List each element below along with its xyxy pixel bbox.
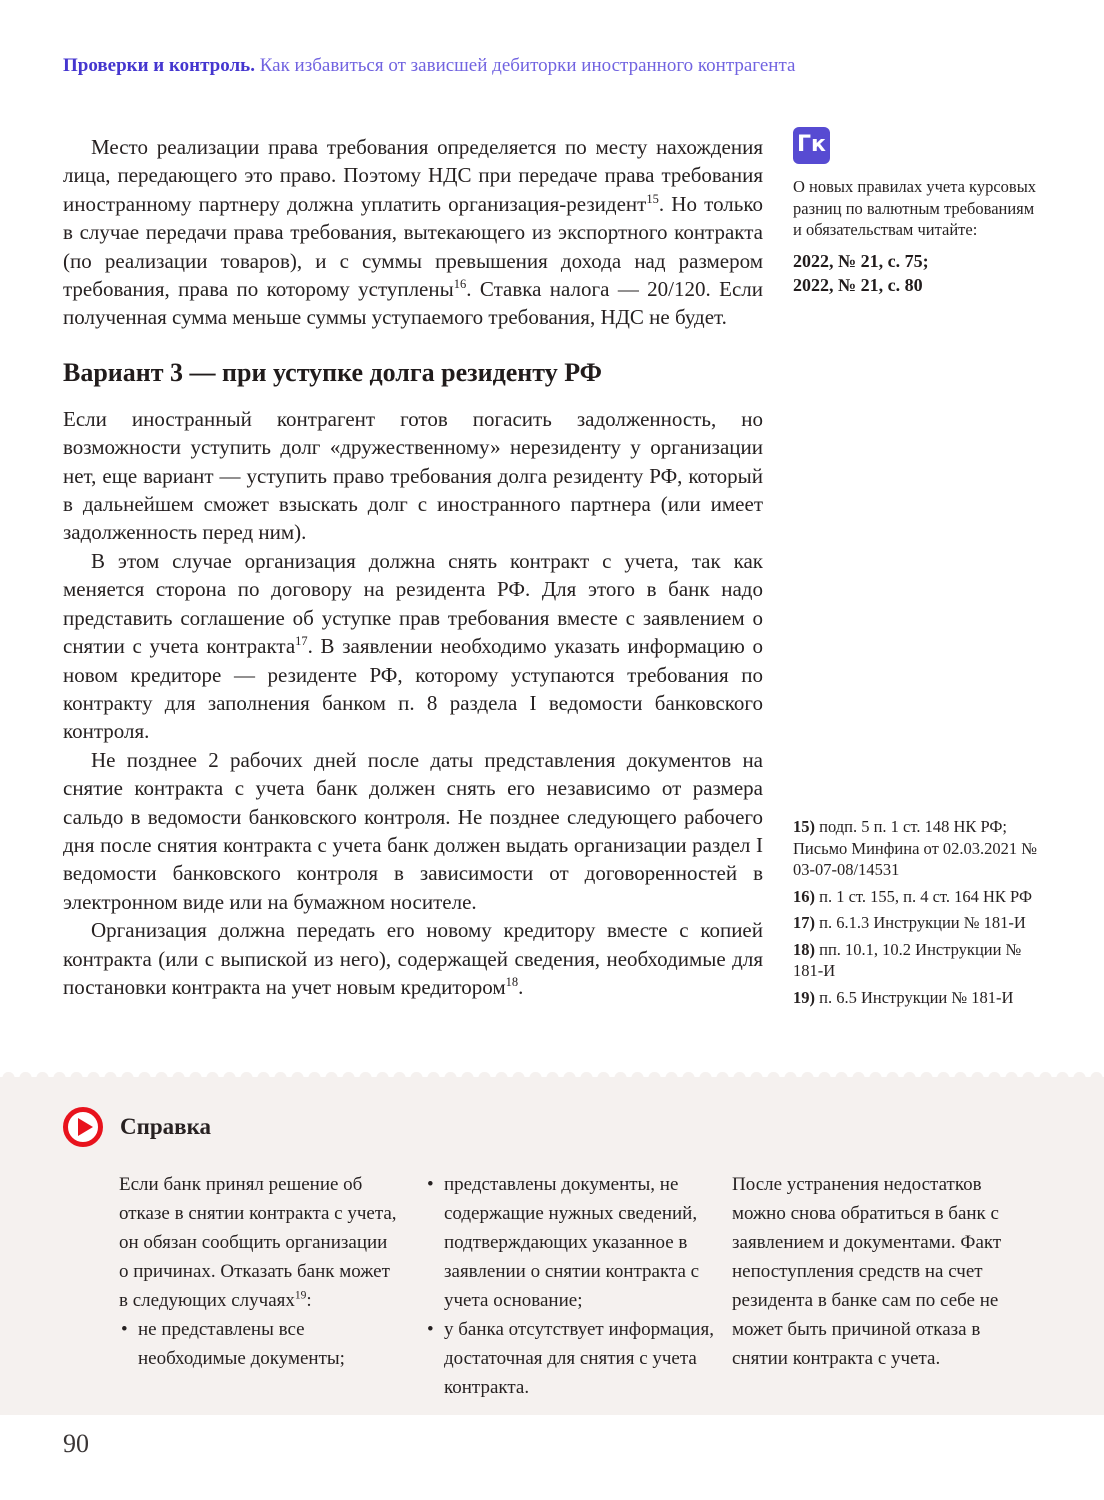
footnote-16 <box>793 886 1045 908</box>
rubric-label: Проверки и контроль. <box>63 55 255 76</box>
gk-magazine-logo-icon <box>793 127 830 164</box>
gk-logo-text: Гк <box>797 132 826 157</box>
sidebar-reference-1: 2022, № 21, с. 75; <box>793 250 929 271</box>
paragraph-5-text: . <box>518 974 524 999</box>
spravka-title: Справка <box>120 1114 211 1139</box>
play-icon <box>63 1107 103 1147</box>
footnote-16-text: п. 1 ст. 155, п. 4 ст. 164 НК РФ <box>819 886 1032 906</box>
footnote-17-number: 17) <box>793 913 815 932</box>
footnote-18-text: пп. 10.1, 10.2 Инструкции № 181-И <box>793 939 1022 980</box>
spravka-col1-text: : <box>306 1290 312 1311</box>
sidebar-note: О новых правилах учета курсовых разниц по валютным требованиям и обязательствам читайте: <box>793 177 1037 239</box>
sidebar <box>793 127 1041 297</box>
footnote-15 <box>793 816 1045 881</box>
paragraph-2: Если иностранный контрагент готов погасить задолженность, но возможности уступить долг «дружественному» нерезиденту у организации нет, еще вариант — уступить право требования долга резиденту РФ, который в дальнейшем сможет взыскать долг с иностранного партнера (или имеет задолженность перед ним). <box>63 406 763 545</box>
paragraph-1-text: Место реализации права требования определяется по месту нахождения лица, передающего это право. Поэтому НДС при передаче права требования иностранному партнеру должна уплатить организация-резидент <box>63 135 763 216</box>
spravka-column-3 <box>732 1170 1024 1373</box>
paragraph-1 <box>63 133 763 332</box>
paragraph-3-text: В этом случае организация должна снять контракт с учета, так как меняется сторона по договору на резидента РФ. Для этого в банк надо представить соглашение об уступке прав требования вместе с заявлением о снятии с учета контракта <box>63 548 763 659</box>
page-number: 90 <box>63 1429 89 1458</box>
paragraph-5 <box>63 916 763 1001</box>
spravka-column-2 <box>425 1170 717 1402</box>
footnote-ref-16: 16 <box>453 277 467 292</box>
sidebar-reference-2: 2022, № 21, с. 80 <box>793 274 923 295</box>
footnote-ref-19: 19 <box>294 1289 307 1302</box>
footnote-16-number: 16) <box>793 886 815 906</box>
footnote-17-text: п. 6.1.3 Инструкции № 181-И <box>819 913 1026 932</box>
footnote-15-number: 15) <box>793 817 815 836</box>
list-item: • представлены документы, не содержащие нужных сведений, подтверждающих указанное в заявлении о снятии контракта с учета основание; <box>425 1170 717 1315</box>
paragraph-1-text: . Ставка налога — 20/120. Если полученная сумма меньше суммы уступаемого требования, НДС не будет. <box>63 277 763 330</box>
paragraph-1-text: . Но только в случае передачи права требования, вытекающего из экспортного контракта (по реализации товаров), и с суммы превышения дохода над размером требования, права по которому уступлены <box>63 191 763 302</box>
paragraph-3 <box>63 547 763 746</box>
list-item: • у банка отсутствует информация, достаточная для снятия с учета контракта. <box>425 1315 717 1402</box>
scalloped-edge <box>0 1072 1104 1078</box>
sidebar-references <box>793 249 1041 297</box>
spravka-col1-text: Если банк принял решение об отказе в снятии контракта с учета, он обязан сообщить организации о причинах. Отказать банк может в следующих случаях <box>119 1174 397 1311</box>
main-text-column <box>63 133 763 1001</box>
spravka-col2-list <box>425 1170 717 1402</box>
play-triangle-icon <box>78 1118 93 1136</box>
running-head <box>63 54 1043 78</box>
footnote-19 <box>793 987 1045 1009</box>
article-title: Как избавиться от зависшей дебиторки иностранного контрагента <box>259 55 796 76</box>
footnote-ref-18: 18 <box>505 974 519 989</box>
footnote-18-number: 18) <box>793 939 815 959</box>
spravka-header <box>63 1107 211 1147</box>
spravka-column-1 <box>119 1170 401 1373</box>
paragraph-3-text: . В заявлении необходимо указать информацию о новом кредиторе — резиденте РФ, которому уступаются требования по контракту для заполнения банком п. 8 раздела I ведомости банковского контроля. <box>63 634 763 744</box>
paragraph-4: Не позднее 2 рабочих дней после даты представления документов на снятие контракта с учета банк должен снять его независимо от размера сальдо в ведомости банковского контроля. Не позднее следующего рабочего дня после снятия контракта с учета банк должен выдать организации раздел I ведомости банковского контроля в зависимости от договоренностей в электронном виде или на бумажном носителе. <box>63 747 763 914</box>
footnote-ref-17: 17 <box>295 634 308 649</box>
footnote-19-text: п. 6.5 Инструкции № 181-И <box>819 987 1014 1007</box>
footnote-18 <box>793 939 1045 982</box>
footnote-17 <box>793 912 1045 934</box>
paragraph-5-text: Организация должна передать его новому кредитору вместе с копией контракта (или с выпиской из него), содержащей сведения, необходимые для постановки контракта на учет новым кредитором <box>63 918 763 999</box>
spravka-panel <box>0 1077 1104 1415</box>
footnote-15-text: подп. 5 п. 1 ст. 148 НК РФ; Письмо Минфина от 02.03.2021 № 03-07-08/14531 <box>793 817 1038 879</box>
spravka-col3-paragraph: После устранения недостатков можно снова обратиться в банк с заявлением и документами. Факт непоступления средств на счет резидента в банке сам по себе не может быть причиной отказа в снятии контракта с учета. <box>732 1174 1002 1369</box>
footnote-19-number: 19) <box>793 987 815 1007</box>
list-item: • не представлены все необходимые документы; <box>119 1315 401 1373</box>
spravka-col1-list <box>119 1315 401 1373</box>
section-heading: Вариант 3 — при уступке долга резиденту РФ <box>63 357 602 387</box>
footnote-ref-15: 15 <box>646 191 659 206</box>
spravka-col1-paragraph <box>119 1170 401 1315</box>
footnotes-block <box>793 816 1045 1013</box>
